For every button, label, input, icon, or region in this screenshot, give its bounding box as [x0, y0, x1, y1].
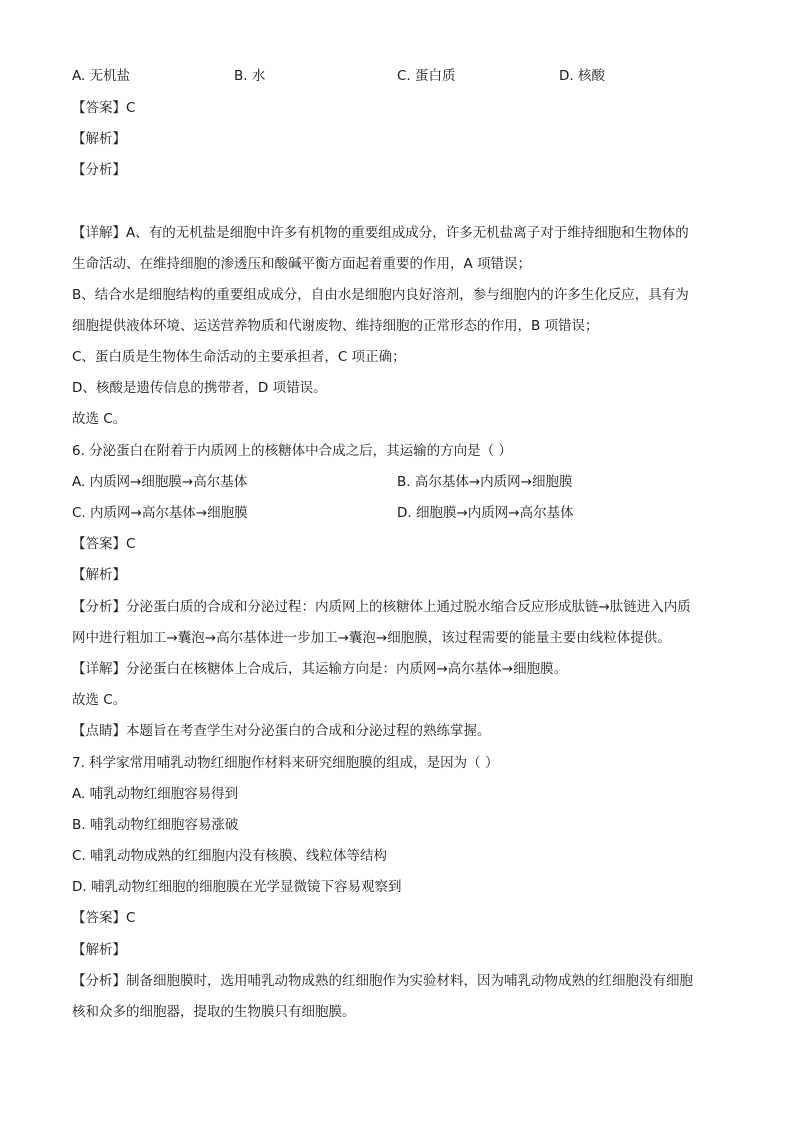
- q5-option-b: B. 水: [234, 68, 266, 84]
- q6-answer: 【答案】C: [72, 536, 136, 552]
- q6-fenxi-line: 【分析】分泌蛋白质的合成和分泌过程：内质网上的核糖体上通过脱水缩合反应形成肽链→肽链进入内质: [72, 599, 691, 615]
- q7-stem: 7. 科学家常用哺乳动物红细胞作材料来研究细胞膜的组成，是因为（ ）: [72, 755, 499, 771]
- q5-detail-line: B、结合水是细胞结构的重要组成成分，自由水是细胞内良好溶剂，参与细胞内的许多生化反应，具有为: [72, 287, 689, 303]
- q5-option-d: D. 核酸: [559, 68, 605, 84]
- q5-detail-line: D、核酸是遗传信息的携带者，D 项错误。: [72, 380, 327, 396]
- q7-answer: 【答案】C: [72, 910, 136, 926]
- q6-option-c: C. 内质网→高尔基体→细胞膜: [72, 505, 248, 521]
- q5-detail-line: 生命活动、在维持细胞的渗透压和酸碱平衡方面起着重要的作用，A 项错误；: [72, 256, 532, 272]
- q7-option-c: C. 哺乳动物成熟的红细胞内没有核膜、线粒体等结构: [72, 848, 388, 864]
- q5-detail-line: 【详解】A、有的无机盐是细胞中许多有机物的重要组成成分，许多无机盐离子对于维持细胞和生物体的: [72, 225, 689, 241]
- q6-stem: 6. 分泌蛋白在附着于内质网上的核糖体中合成之后，其运输的方向是（ ）: [72, 443, 512, 459]
- q6-option-a: A. 内质网→细胞膜→高尔基体: [72, 474, 248, 490]
- q5-detail-line: C、蛋白质是生物体生命活动的主要承担者，C 项正确；: [72, 349, 406, 365]
- q6-option-d: D. 细胞膜→内质网→高尔基体: [397, 505, 574, 521]
- q6-dianjing: 【点睛】本题旨在考查学生对分泌蛋白的合成和分泌过程的熟练掌握。: [72, 723, 491, 739]
- q7-analysis-label: 【解析】: [72, 942, 126, 958]
- q6-analysis-label: 【解析】: [72, 567, 126, 583]
- q5-option-c: C. 蛋白质: [397, 68, 456, 84]
- q6-fenxi-line: 网中进行粗加工→囊泡→高尔基体进一步加工→囊泡→细胞膜，该过程需要的能量主要由线粒体提供。: [72, 630, 671, 646]
- q7-option-b: B. 哺乳动物红细胞容易涨破: [72, 817, 239, 833]
- q6-detail: 【详解】分泌蛋白在核糖体上合成后，其运输方向是：内质网→高尔基体→细胞膜。: [72, 661, 568, 677]
- q5-choice: 故选 C。: [72, 411, 127, 427]
- q5-analysis-label: 【解析】: [72, 131, 126, 147]
- q5-fenxi-label: 【分析】: [72, 162, 126, 178]
- q7-option-a: A. 哺乳动物红细胞容易得到: [72, 786, 239, 802]
- q6-choice: 故选 C。: [72, 692, 127, 708]
- q5-detail-line: 细胞提供液体环境、运送营养物质和代谢废物、维持细胞的正常形态的作用，B 项错误；: [72, 318, 599, 334]
- q6-option-b: B. 高尔基体→内质网→细胞膜: [397, 474, 573, 490]
- q7-fenxi-line: 核和众多的细胞器，提取的生物膜只有细胞膜。: [72, 1004, 356, 1020]
- q7-fenxi-line: 【分析】制备细胞膜时，选用哺乳动物成熟的红细胞作为实验材料，因为哺乳动物成熟的红细胞没有细胞: [72, 973, 693, 989]
- q5-answer: 【答案】C: [72, 100, 136, 116]
- q7-option-d: D. 哺乳动物红细胞的细胞膜在光学显微镜下容易观察到: [72, 879, 402, 895]
- q5-option-a: A. 无机盐: [72, 68, 131, 84]
